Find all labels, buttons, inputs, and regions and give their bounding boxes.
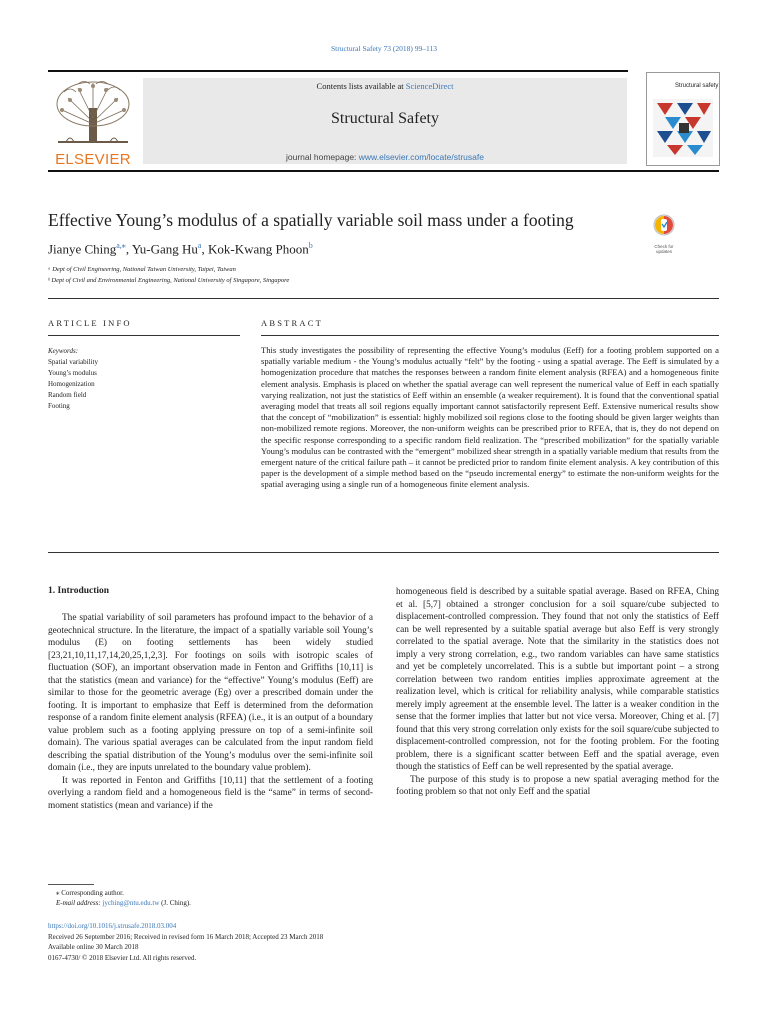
keyword: Homogenization — [48, 380, 95, 388]
email-label: E-mail address: — [56, 899, 103, 907]
paragraph: homogeneous field is described by a suitable spatial average. Based on RFEA, Ching et al. [5,7] obtained a stronger conclusion for a soil square/cube subjected to displacement-controlled compression. They found that not only the statistics of Eeff can be well represented by a suitable spatial average but also Eeff is very strongly correlated to the spatial average. Note that the similarity in the statistics does not imply a very strong correlation, e.g., two random variables can have same statistics and yet be completely uncorrelated. This is a subtle but important point – a strong correlation between two random entities implies approximate agreement at the realization level, which is critical for reliability analysis, while comparable statistics merely imply agreement at the ensemble level. The latter is a weaker condition in the sense that the former implies that latter but not vice versa. Moreover, Ching et al. [7] found that this very strong correlation only exists for the soil square/cube subjected to displacement-controlled compression, not for the footing problem. For the footing problem, there is a significant scatter between Eeff and the spatial average, even though the statistics of Eeff can be well represented by the spatial average. — [396, 587, 719, 772]
author-name[interactable]: Jianye Ching — [48, 241, 117, 257]
abstract-text: This study investigates the possibility of representing the effective Young’s modulus (Eeff) for a footing problem supported on a spatially variable medium - the Young’s modulus actually “felt” by the footing - using a spatial average. The Eeff is simulated by a homogenization procedure that matches the responses between a random finite element analysis (RFEA) and a homogeneous finite element analysis. Emphasis is placed on whether the spatial average can well represent the numerical value of Eeff in each spatially varying realization, not just the statistics of Eeff within an ensemble (a weaker requirement). It is found that the conventional spatial averaging model that treats all soil regions equally important cannot satisfactorily represent Eeff. Extensive numerical results show that the concept of “mobilization” is essential: highly mobilized soil regions close to the footing should be given larger weights than non-mobilized remote regions. Moreover, the non-uniform weights can be prescribed prior to RFEA, that is, they do not depend on the specific response corresponding to a specific random field realization. The “prescribed mobilization” for the spatially variable Young’s modulus can be contrasted with the “emergent” mobilized shear strength in a spatially variable medium that results from the emergent nature of the critical failure path – it cannot be predicted prior to random finite element analysis. A key contribution of this paper is the development of a simple method based on the “pseudo incremental energy” to estimate the non-uniform weights for the spatial averaging using a single run of a homogeneous finite element analysis. — [261, 345, 719, 490]
body-column-left — [48, 612, 373, 812]
footnotes — [56, 888, 191, 908]
keyword: Footing — [48, 402, 70, 410]
divider — [48, 298, 719, 299]
keyword: Spatial variability — [48, 358, 98, 366]
author-list: Jianye Ching$^{a,⁎}$, Yu-Gang Hu$^a$, Kok-Kwang Phoon$^b$ — [48, 241, 313, 257]
affiliation: ᵃ Dept of Civil Engineering, National Taiwan University, Taipei, Taiwan — [48, 266, 236, 273]
article-title: Effective Young’s modulus of a spatially variable soil mass under a footing — [48, 210, 574, 230]
tree-icon — [48, 78, 138, 150]
keyword: Young’s modulus — [48, 369, 97, 377]
body-column-right — [396, 586, 719, 799]
header-rule-bottom — [48, 170, 719, 172]
journal-reference[interactable]: Structural Safety 73 (2018) 99–113 — [331, 44, 437, 53]
journal-homepage — [143, 152, 627, 162]
sciencedirect-link[interactable]: ScienceDirect — [405, 81, 454, 91]
section-heading: 1. Introduction — [48, 586, 110, 596]
email-suffix: (J. Ching). — [159, 899, 191, 907]
affiliation: ᵇ Dept of Civil and Environmental Engineering, National University of Singapore, Singapore — [48, 277, 290, 284]
crossmark-icon — [649, 213, 679, 239]
publisher-name: ELSEVIER — [55, 151, 131, 168]
divider — [48, 552, 719, 553]
journal-cover[interactable] — [646, 72, 720, 166]
crossmark-label: Check for updates — [654, 244, 674, 254]
cover-title: Structural safety — [675, 83, 719, 89]
contents-line — [143, 81, 627, 91]
email-note — [56, 898, 191, 908]
author-name[interactable]: Yu-Gang Hu — [131, 241, 198, 257]
paragraph: The spatial variability of soil parameters has profound impact to the behavior of a geotechnical structure. In the literature, the impact of a spatially variable soil Young’s modulus (E) on footing settlements has been widely studied [23,21,10,11,17,14,20,25,1,2,3]. For footings on soils with isotropic scales of fluctuation (SOF), an important observation made in Fenton and Griffiths [10,11] is that the statistics (mean and variance) for the “effective” Young’s modulus (Eeff) are similar to those for the geometric average (Eg) over a prescribed domain under the footing. It is important to emphasize that Eeff is determined from the deformation response of a random finite element analysis (RFEA) (i.e., it is an output of a boundary value problem such as a footing applying pressure on top of a semi-infinite soil domain). The various spatial averages can be calculated from the input random field describing the spatial distribution of the Young’s modulus over the semi-infinite soil domain (i.e., they are inputs unrelated to the boundary value problem). — [48, 613, 373, 773]
divider — [48, 335, 240, 336]
keywords-label: Keywords: — [48, 347, 79, 355]
article-metadata — [48, 921, 323, 963]
corresponding-author-note: ⁎ Corresponding author. — [56, 889, 124, 897]
copyright: 0167-4730/ © 2018 Elsevier Ltd. All rights reserved. — [48, 953, 197, 962]
author-name[interactable]: Kok-Kwang Phoon — [207, 241, 309, 257]
received-dates: Received 26 September 2016; Received in revised form 16 March 2018; Accepted 23 March 2018 — [48, 932, 324, 941]
author-affil-marker[interactable]: a,⁎ — [116, 241, 126, 250]
article-info-heading: ARTICLE INFO — [48, 318, 132, 328]
online-date: Available online 30 March 2018 — [48, 943, 139, 951]
elsevier-logo — [48, 78, 138, 168]
keywords-list — [48, 357, 98, 412]
divider — [261, 335, 719, 336]
check-for-updates-badge[interactable] — [649, 213, 679, 254]
homepage-link[interactable]: www.elsevier.com/locate/strusafe — [358, 152, 484, 162]
paragraph: It was reported in Fenton and Griffiths [10,11] that the settlement of a footing overlying a random field and a homogeneous field is the “same” in terms of second-moment statistics (mean and variance) if the — [48, 775, 373, 811]
header-rule — [48, 70, 628, 72]
author-affil-marker[interactable]: b — [308, 241, 313, 250]
contents-prefix: Contents lists available at — [316, 81, 406, 91]
keyword: Random field — [48, 391, 87, 399]
footnote-rule — [48, 884, 94, 885]
author-affil-marker[interactable]: a — [197, 241, 202, 250]
email-link[interactable]: jyching@ntu.edu.tw — [102, 899, 160, 907]
abstract-heading: ABSTRACT — [261, 318, 323, 328]
homepage-prefix: journal homepage: — [286, 152, 359, 162]
doi-link[interactable]: https://doi.org/10.1016/j.strusafe.2018.03.004 — [48, 922, 177, 930]
journal-name: Structural Safety — [331, 110, 439, 127]
paragraph: The purpose of this study is to propose a new spatial averaging method for the footing problem so that not only Eeff and the spatial — [396, 774, 719, 797]
